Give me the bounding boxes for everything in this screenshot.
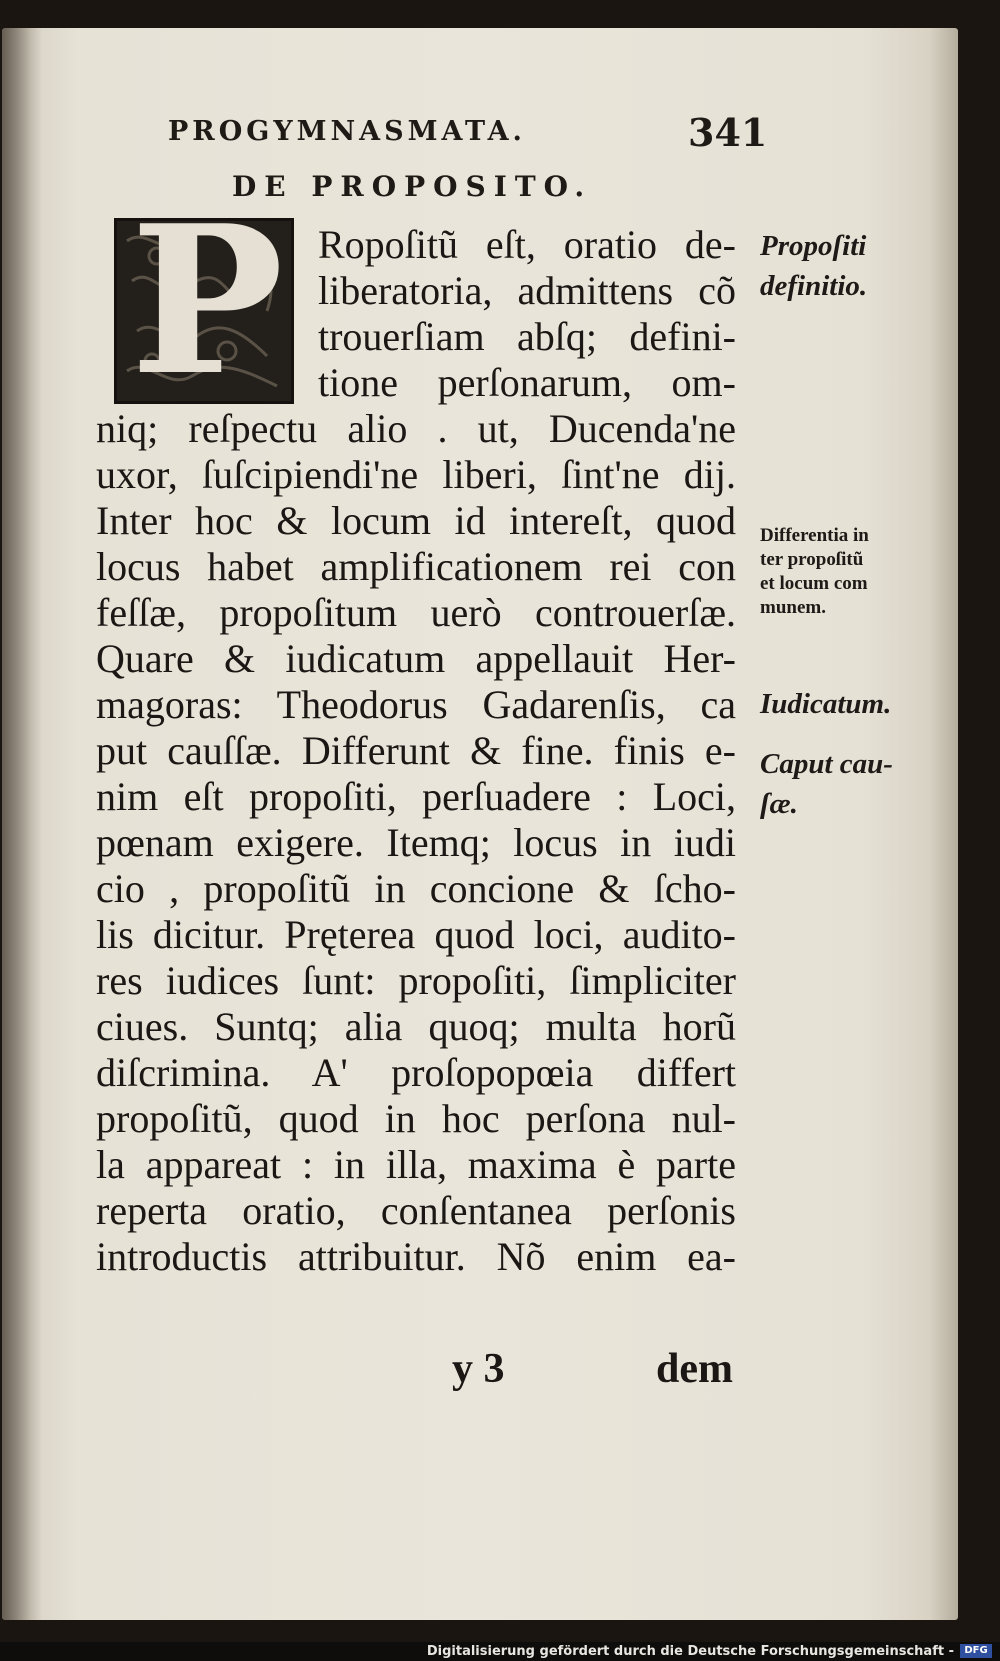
body-line: liberatoria, admittens cõ [318, 268, 736, 313]
marginal-note [760, 226, 920, 306]
body-line: feſſæ, propoſitum uerò controuerſæ. [96, 590, 736, 635]
body-line: diſcrimina. A' proſopopœia differt [96, 1050, 736, 1095]
marginal-line: ter propoſitũ [760, 549, 864, 570]
dfg-logo: DFG [960, 1644, 992, 1658]
catchword: dem [656, 1346, 733, 1392]
body-line: niq; reſpectu alio . ut, Ducenda'ne [96, 406, 736, 451]
body-line: reperta oratio, conſentanea perſonis [96, 1188, 736, 1233]
body-line: nim eſt propoſiti, perſuadere : Loci, [96, 774, 736, 819]
body-line: introductis attribuitur. Nõ enim ea- [96, 1234, 736, 1279]
marginal-note [760, 684, 920, 724]
body-line: locus habet amplificationem rei con [96, 544, 736, 589]
body-line: cio , propoſitũ in concione & ſcho- [96, 866, 736, 911]
marginal-line: Iudicatum. [760, 688, 892, 720]
body-line: put cauſſæ. Differunt & fine. finis e- [96, 728, 736, 773]
page-number: 341 [688, 110, 768, 155]
body-line: uxor, ſuſcipiendi'ne liberi, ſint'ne dij. [96, 452, 736, 497]
body-line: Ropoſitũ eſt, oratio de- [318, 222, 736, 267]
section-title: DE PROPOSITO. [232, 170, 593, 203]
funding-credit: Digitalisierung gefördert durch die Deutsche Forschungsgemeinschaft - [426, 1644, 954, 1659]
signature-mark: y 3 [452, 1346, 505, 1392]
marginal-line: Caput cau- [760, 748, 893, 780]
initial-letter: P [130, 181, 284, 421]
body-line: trouerſiam abſq; defini- [318, 314, 736, 359]
body-line: propoſitũ, quod in hoc perſona nul- [96, 1096, 736, 1141]
body-line: tione perſonarum, om- [318, 360, 736, 405]
body-line: lis dicitur. Pręterea quod loci, audito- [96, 912, 736, 957]
spine-shadow [2, 28, 42, 1620]
marginal-line: Differentia in [760, 525, 869, 546]
body-line: pœnam exigere. Itemq; locus in iudi [96, 820, 736, 865]
decorated-initial [114, 181, 294, 421]
marginal-line: et locum com [760, 573, 868, 594]
body-line: Inter hoc & locum id intereſt, quod [96, 498, 736, 543]
page-header [168, 110, 768, 155]
body-line: Quare & iudicatum appellauit Her- [96, 636, 736, 681]
marginal-note [760, 744, 920, 824]
running-title: PROGYMNASMATA. [168, 116, 526, 147]
body-line: magoras: Theodorus Gadarenſis, ca [96, 682, 736, 727]
body-line: la appareat : in illa, maxima è parte [96, 1142, 736, 1187]
marginal-line: ſæ. [760, 788, 798, 820]
marginal-note [760, 524, 920, 620]
marginal-line: Propoſiti [760, 230, 867, 262]
body-line: res iudices ſunt: propoſiti, ſimpliciter [96, 958, 736, 1003]
marginal-line: munem. [760, 597, 826, 618]
body-line: ciues. Suntq; alia quoq; multa horũ [96, 1004, 736, 1049]
marginal-line: definitio. [760, 270, 868, 302]
